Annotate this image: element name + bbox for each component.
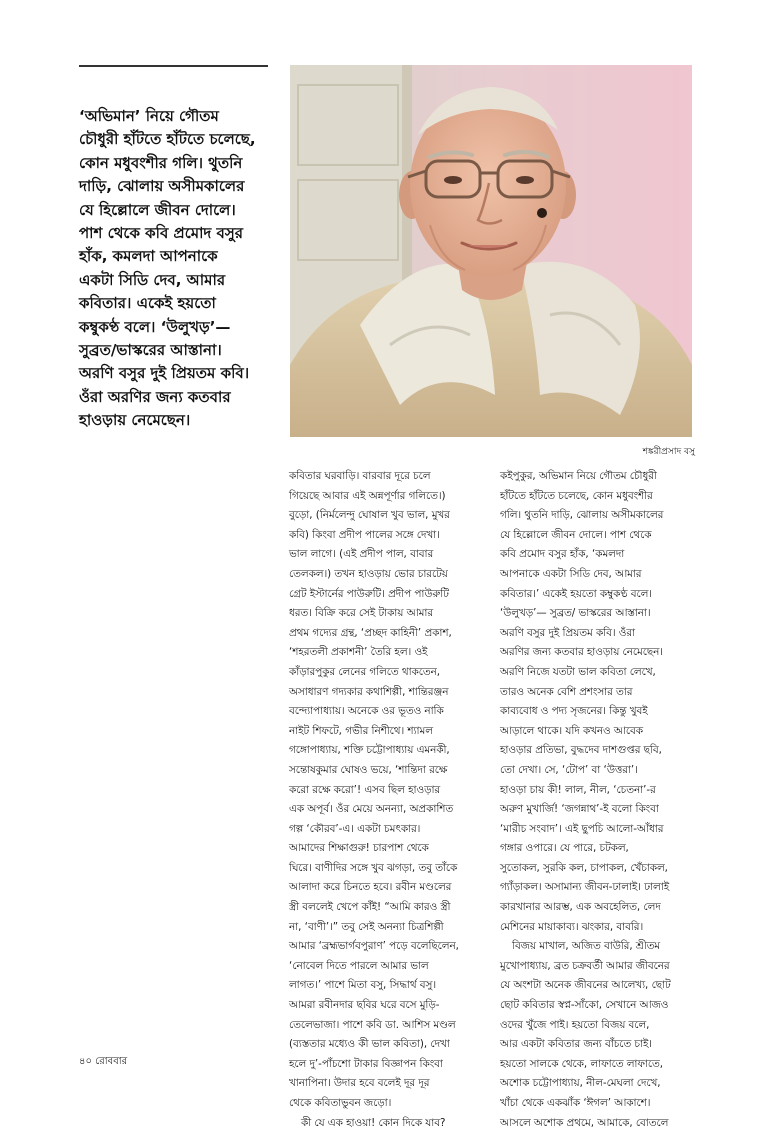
column-line: তো দেখা। সে, ‘টোপ’ বা ‘উত্তরা’। [500, 763, 638, 776]
pull-quote-line: কবিতার। একেই হয়তো [79, 294, 216, 313]
column-line: মুখোপাধ্যায়, ব্রত চক্রবর্তী আমার জীবনের [500, 959, 670, 972]
column-line: কারখানার আরম্ভ, এক অবহেলিত, লেদ [500, 901, 661, 914]
pull-quote-line: সুব্রত/ভাস্করের আস্তানা। [79, 341, 222, 360]
pull-quote-line: অরণি বসুর দুই প্রিয়তম কবি। [79, 364, 250, 383]
column-line: কাঁড়ারপুকুর লেনের গলিতে থাকতেন, [289, 665, 441, 678]
column-line: ছোট কবিতার স্বপ্ন-সাঁকো, সেখানে আজও [500, 999, 669, 1012]
article-column-1 [289, 467, 494, 1133]
column-line: অশোক চট্টোপাধ্যায়, নীল-মেঘলা দেখে, [500, 1077, 661, 1090]
column-line: ধরত। বিক্রি করে সেই টাকায় আমার [289, 607, 434, 620]
column-line: গল্প ‘কৌরব’-এ। একটা চমৎকার। [289, 822, 421, 835]
column-line: না, ‘বাণী’।” তবু সেই অনন্যা চিত্রশিল্পী [289, 920, 444, 933]
column-line: বুড়ো, (নির্মলেন্দু ঘোষাল খুব ভাল, মুখর [289, 509, 450, 522]
pull-quote-line: হাওড়ায় নেমেছেন। [79, 411, 191, 430]
column-line: হাঁটতে হাঁটতে চলেছে, কোন মধুবংশীর [500, 489, 653, 502]
column-line: সুতোকল, সুরকি কল, চাপাকল, খেঁচাকল, [500, 861, 668, 874]
column-line: আপনাকে একটা সিডি দেব, আমার [500, 567, 642, 580]
column-line: আমাদের শিক্ষাগুরু! চারপাশ থেকে [289, 842, 429, 855]
column-line: হাওড়া চায় কী! লাল, নীল, ‘চেতনা’-র [500, 783, 656, 796]
column-line: ওদের খুঁজে পাই। হয়তো বিজয় বলে, [500, 1018, 650, 1031]
column-line: কাব্যবোধ ও পদ্য সৃজনের। কিন্তু খুবই [500, 705, 648, 718]
column-line: তারও অনেক বেশি প্রশংসার তার [500, 685, 633, 698]
column-line: গলি। থুতনি দাড়ি, ঝোলায় অসীমকালের [500, 509, 664, 522]
pull-quote-line: ‘অভিমান’ নিয়ে গৌতম [79, 107, 219, 125]
column-line: আর একটা কবিতার জন্য বাঁচতে চাই। [500, 1038, 652, 1051]
column-line: লাগত।’ পাশে মিতা বসু, সিদ্ধার্থ বসু। [289, 979, 437, 992]
pull-quote-line: যে হিল্লোলে জীবন দোলে। [79, 200, 236, 219]
column-line: আমার ‘ব্রহ্মভার্গবপুরাণ’ পড়ে বলেছিলেন, [289, 940, 459, 953]
column-line: এক অপূর্ব। ওঁর মেয়ে অনন্যা, অপ্রকাশিত [289, 803, 454, 816]
pull-quote [79, 105, 279, 433]
column-line: খাঁচা থেকে একঝাঁক ‘ঈগল’ আকাশে। [500, 1097, 651, 1109]
column-line: গ্রেট ইস্টার্নের পাউরুটি। প্রদীপ পাউরুটি [289, 587, 449, 600]
column-line: গঙ্গোপাধ্যায়, শক্তি চট্টোপাধ্যায় এমনকী, [289, 744, 450, 757]
pull-quote-line: একটা সিডি দেব, আমার [79, 270, 226, 289]
pull-quote-line: হাঁক, কমলদা আপনাকে [79, 247, 218, 266]
pull-quote-line: চৌধুরী হাঁটতে হাঁটতে চলেছে, [79, 130, 256, 149]
column-line: খানাপিনা। উদার হবে বলেই দূর দূর [289, 1077, 430, 1090]
column-line: হয়তো সালকে থেকে, লাফাতে লাফাতে, [500, 1057, 664, 1070]
column-line: যে অংশটা অনেক জীবনের আলেখ্য, ছোট [500, 979, 671, 992]
column-line: স্ত্রী বললেই খেপে কাঁই! “আমি কারও স্ত্রী [289, 901, 451, 914]
column-line: গিয়েছে আবার এই অন্নপূর্ণার গলিতে।) [289, 489, 446, 502]
column-line: অরণি বসুর দুই প্রিয়তম কবি। ওঁরা [500, 626, 636, 639]
column-line: তেলকল।) তখন হাওড়ায় ভোর চারটেয় [289, 567, 448, 580]
column-line: কইপুকুর, অভিমান নিয়ে গৌতম চৌধুরী [500, 470, 657, 482]
column-line: ঘিরে। বাণীদির সঙ্গে খুব ঝগড়া, তবু তাঁকে [289, 861, 458, 874]
column-line: থেকে কবিতাভুবন জড়ো। [289, 1097, 392, 1109]
column-line: মেশিনের মায়াকাব্য। ঝংকার, বাবরি। [500, 920, 644, 933]
column-line: প্রথম গদ্যের গ্রন্থ, ‘প্রচ্ছদ কাহিনী’ প্রকাশ, [289, 626, 452, 639]
column-line: ‘উলুখড়’— সুব্রত/ ভাস্করের আস্তানা। [500, 607, 651, 620]
photo-credit: শঙ্করীপ্রসাদ বসু [642, 447, 695, 457]
pull-quote-line: দাড়ি, ঝোলায় অসীমকালের [79, 177, 245, 196]
column-line: হলে দু’-পাঁচশো টাকার বিজ্ঞাপন কিংবা [289, 1057, 443, 1070]
column-line: ‘শহরতলী প্রকাশনী’ তৈরি হল। ওই [289, 646, 428, 659]
column-line: আসলে অশোক প্রথমে, আমাকে, বোতলে [500, 1116, 669, 1129]
column-line: হাওড়ার প্রতিভা, বুদ্ধদেব দাশগুপ্তর ছবি, [500, 744, 662, 757]
column-line: কবিতার।’ একেই হয়তো কম্বুকণ্ঠ বলে। [500, 587, 652, 600]
column-line: ‘মারীচ সংবাদ’। এই ছুপচি আলো-আঁধার [500, 822, 664, 835]
column-line: বিজয় মাখাল, অজিত বাউরি, শ্রীতম [512, 940, 661, 953]
column-line: ‘নোবেল দিতে পারলে আমার ভাল [289, 959, 429, 972]
pull-quote-line: পাশ থেকে কবি প্রমোদ বসুর [79, 224, 244, 243]
column-line: বন্দ্যোপাধ্যায়। অনেকে ওর ভূতও নাকি [289, 705, 444, 718]
column-line: আলাদা করে চিনতে হবে। রবীন মণ্ডলের [289, 881, 452, 894]
portrait-photo [290, 65, 692, 437]
column-line: কবি প্রমোদ বসুর হাঁক, ‘কমলদা [500, 548, 625, 561]
pull-quote-line: ওঁরা অরণির জন্য কতবার [79, 387, 231, 406]
column-line: সন্তোষকুমার ঘোষও ভয়ে, ‘শান্তিদা রক্ষে [289, 763, 448, 776]
page-folio: ৪০ রোববার [79, 1056, 128, 1067]
article-column-2 [500, 467, 700, 1133]
column-line: কী যে এক হাওয়া! কোন দিকে যাব? [301, 1116, 446, 1129]
top-rule [79, 65, 268, 67]
column-line: ভাল লাগে। (এই প্রদীপ পাল, বাবার [289, 548, 434, 561]
column-line: তেলেভাজা। পাশে কবি ডা. আশিস মণ্ডল [289, 1018, 456, 1031]
column-line: কবি) কিংবা প্রদীপ পালের সঙ্গে দেখা। [289, 528, 440, 541]
column-line: আড়ালে থাকে। যদি কখনও আবেক [500, 724, 643, 737]
column-line: (ব্যস্ততার মধ্যেও কী ভাল কবিতা), দেখা [289, 1038, 450, 1051]
column-line: অরণি নিজে যতটা ভাল কবিতা লেখে, [500, 665, 656, 678]
column-line: কবিতার ঘরবাড়ি। বারবার দূরে চলে [289, 470, 431, 482]
pull-quote-line: কোন মধুবংশীর গলি। থুতনি [79, 153, 243, 172]
column-line: অসাধারণ গদ্যকার কথাশিল্পী, শান্তিরঞ্জন [289, 685, 449, 698]
column-line: গ্যাঁড়াকল। অসামান্য জীবন-ঢালাই। ঢালাই [500, 881, 670, 894]
pull-quote-line: কম্বুকণ্ঠ বলে। ‘উলুখড়’— [79, 317, 231, 336]
column-line: যে হিল্লোলে জীবন দোলে। পাশ থেকে [500, 528, 652, 541]
column-line: আমরা রবীনদার ছবির ঘরে বসে মুড়ি- [289, 999, 440, 1012]
column-line: গঙ্গার ওপারে। যে পারে, চটকল, [500, 842, 629, 855]
column-line: অরুণ মুখার্জি! ‘জগন্নাথ’-ই বলো কিংবা [500, 803, 659, 816]
column-line: নাইট শিফটে, গভীর নিশীথে। শ্যামল [289, 724, 433, 737]
column-line: অরণির জন্য কতবার হাওড়ায় নেমেছেন। [500, 646, 663, 659]
column-line: করো রক্ষে করো’! এসব ছিল হাওড়ার [289, 783, 441, 796]
